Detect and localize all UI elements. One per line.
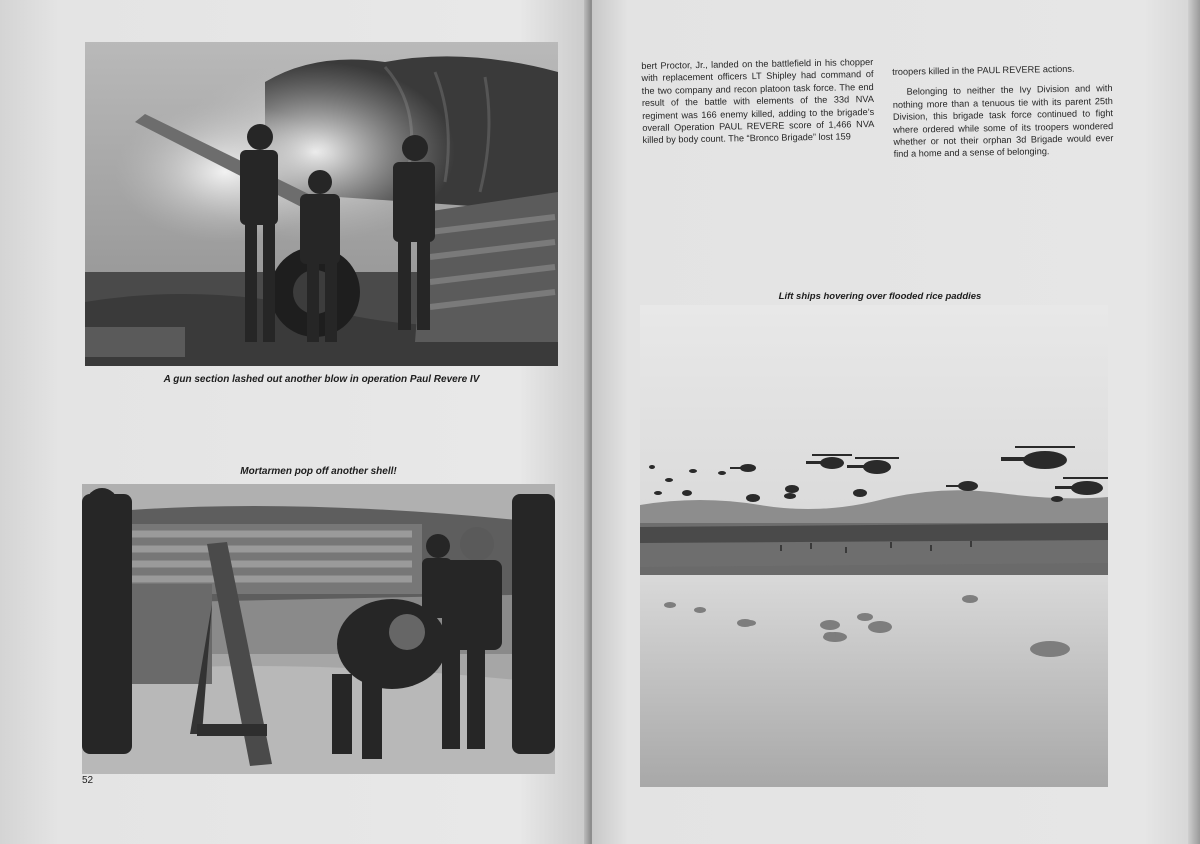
howitzer-photo	[85, 42, 558, 366]
howitzer-photo-caption: A gun section lashed out another blow in operation Paul Revere IV	[163, 374, 480, 385]
page-number: 52	[82, 775, 94, 786]
text-column-1	[641, 56, 875, 155]
helicopters-photo-caption: Lift ships hovering over flooded rice paddies	[778, 291, 982, 302]
helicopters-photo	[640, 305, 1108, 787]
column-2-paragraph-2: Belonging to neither the Ivy Division and with nothing more than a tenuous tie with its parent 25th Division, this brigade task force continued to fight where ordered while some of its troopers wondered whether or not their orphan 3d Brigade would ever find a home and a sense of belonging.	[892, 83, 1114, 160]
column-1-paragraph: bert Proctor, Jr., landed on the battlefield in his chopper with replacement officers LT Shipley had command of the two company and recon platoon task force. The end result of the battle with elements of the 33d NVA regiment was 166 enemy killed, adding to the brigade’s overall Operation PAUL REVERE score of 1,466 NVA killed by body count. The “Bronco Brigade” lost 159	[641, 56, 875, 146]
column-2-paragraph-1: troopers killed in the PAUL REVERE actions.	[892, 63, 1075, 77]
page-edge	[1188, 0, 1200, 844]
mortar-photo	[82, 484, 555, 774]
text-column-2	[892, 62, 1114, 169]
mortar-photo-caption: Mortarmen pop off another shell!	[240, 466, 397, 477]
